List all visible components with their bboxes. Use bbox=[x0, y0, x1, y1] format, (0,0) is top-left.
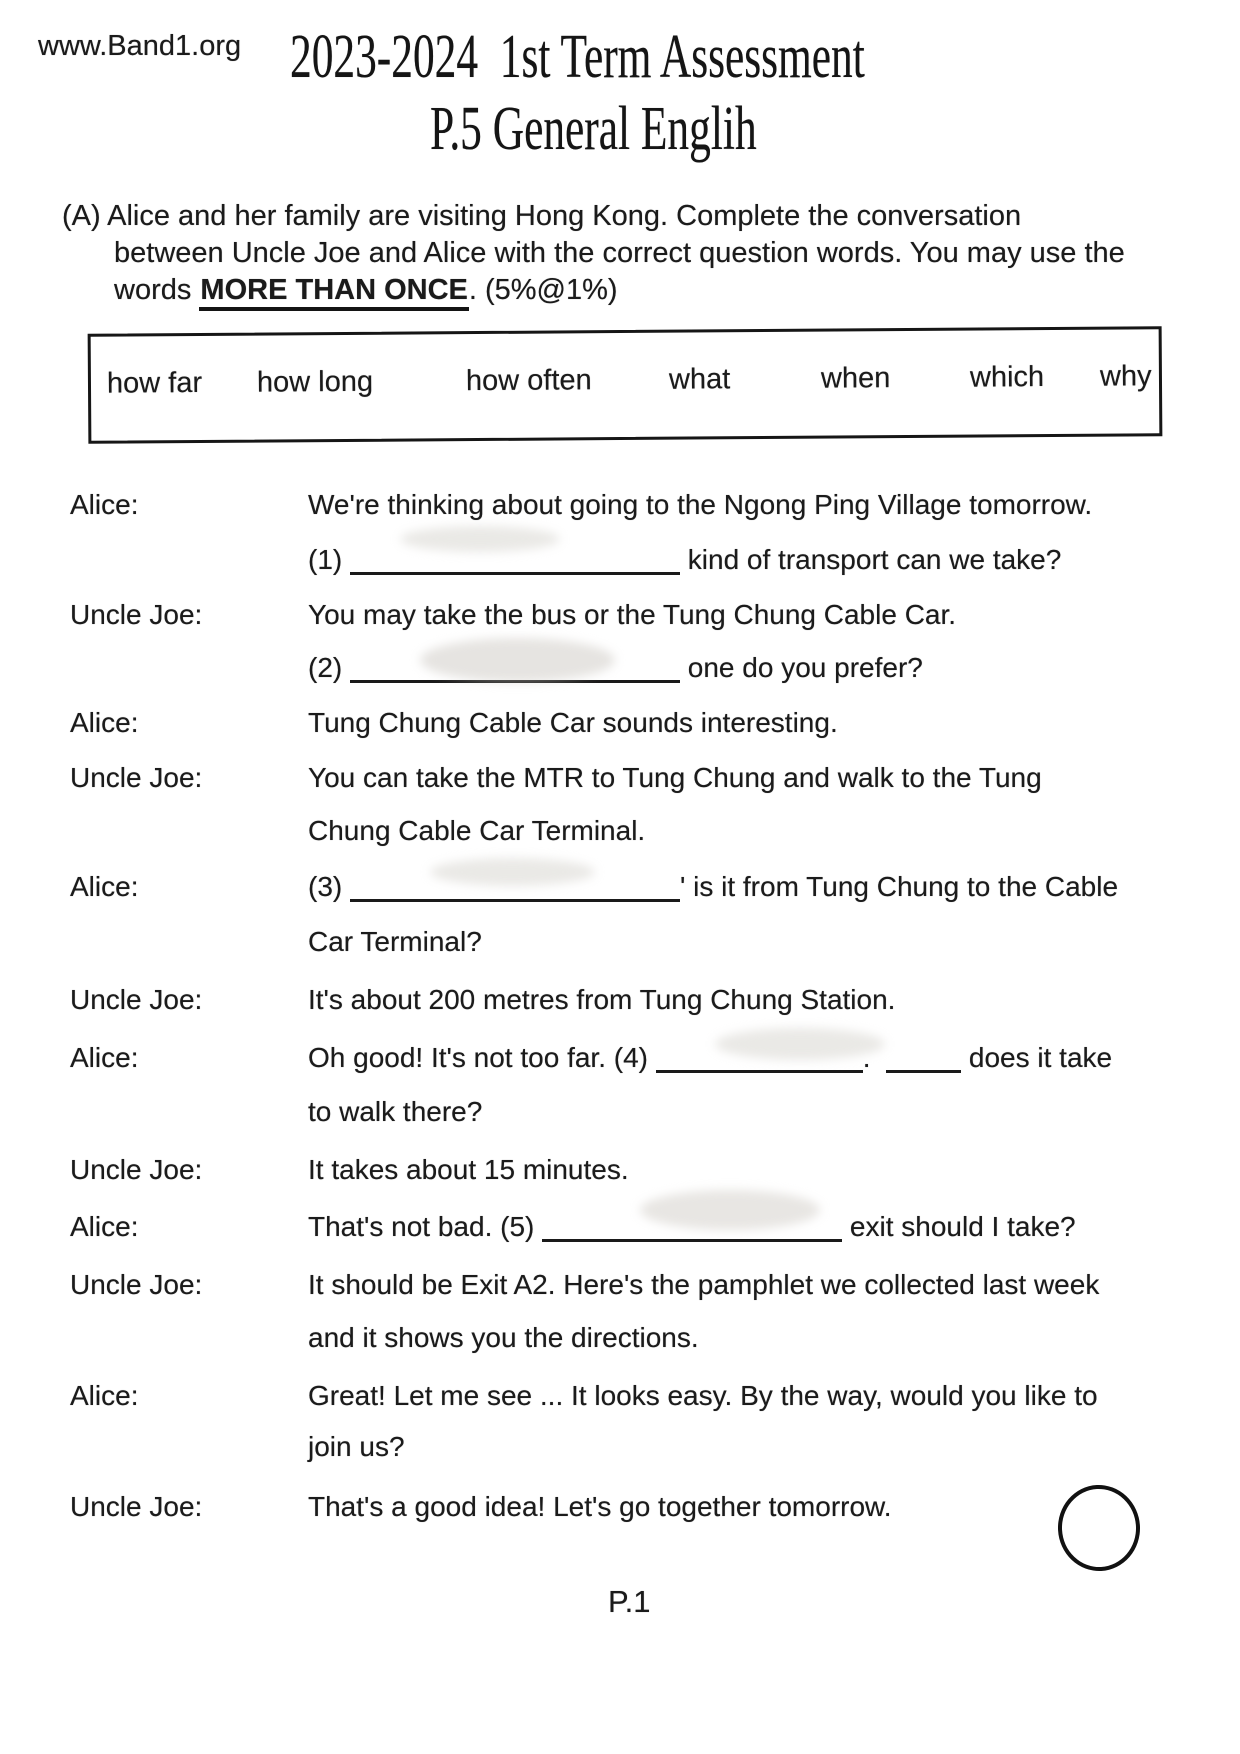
answer-blank bbox=[886, 1052, 961, 1073]
word-bank-item: how long bbox=[256, 365, 374, 399]
word-bank-item: which bbox=[969, 361, 1045, 394]
dialogue-line bbox=[308, 762, 1042, 794]
dialogue-line bbox=[308, 544, 1061, 576]
word-bank-item: what bbox=[668, 363, 731, 396]
eraser-smudge bbox=[715, 1028, 885, 1060]
eraser-smudge bbox=[400, 526, 560, 552]
dialogue-text: We're thinking about going to the Ngong Ping Village tomorrow. bbox=[308, 489, 1093, 520]
dialogue-text: and it shows you the directions. bbox=[308, 1322, 699, 1353]
site-watermark: www.Band1.org bbox=[38, 30, 242, 62]
dialogue-line bbox=[308, 652, 923, 684]
dialogue-text: to walk there? bbox=[308, 1096, 483, 1127]
dialogue-speaker-label: Uncle Joe: bbox=[70, 984, 203, 1015]
dialogue-text: You may take the bus or the Tung Chung Cable Car. bbox=[308, 599, 957, 630]
dialogue-text: exit should I take? bbox=[842, 1211, 1076, 1242]
dialogue-text: one do you prefer? bbox=[680, 652, 923, 683]
dialogue-line bbox=[308, 1269, 1099, 1301]
answer-blank bbox=[350, 554, 680, 575]
dialogue-text: That's not bad. (5) bbox=[308, 1211, 543, 1242]
page-subtitle: P.5 General Englih bbox=[430, 95, 757, 163]
dialogue-text: ' is it from Tung Chung to the Cable bbox=[680, 871, 1119, 902]
dialogue-text: It's about 200 metres from Tung Chung Station. bbox=[308, 984, 896, 1015]
dialogue-text: That's a good idea! Let's go together tomorrow. bbox=[308, 1491, 892, 1522]
dialogue-text: It takes about 15 minutes. bbox=[308, 1154, 629, 1185]
dialogue-speaker-label: Uncle Joe: bbox=[70, 1154, 203, 1185]
eraser-smudge bbox=[640, 1190, 820, 1230]
dialogue-speaker-label: Uncle Joe: bbox=[70, 599, 203, 630]
dialogue-text: (2) bbox=[308, 652, 350, 683]
dialogue-line bbox=[308, 1380, 1098, 1412]
dialogue-text: Chung Cable Car Terminal. bbox=[308, 815, 646, 846]
instructions-line-1: (A) Alice and her family are visiting Hong Kong. Complete the conversation bbox=[62, 200, 1022, 232]
dialogue-text: Great! Let me see ... It looks easy. By the way, would you like to bbox=[308, 1380, 1098, 1411]
dialogue-text: Car Terminal? bbox=[308, 926, 482, 957]
dialogue-line bbox=[308, 1154, 629, 1186]
word-bank-item: how far bbox=[106, 366, 203, 400]
dialogue-line bbox=[308, 599, 956, 631]
word-bank-item: when bbox=[820, 362, 891, 395]
dialogue-line bbox=[308, 984, 895, 1016]
dialogue-speaker-label: Alice: bbox=[70, 489, 139, 520]
word-bank-item: how often bbox=[465, 364, 592, 398]
dialogue-line bbox=[308, 707, 838, 739]
dialogue-speaker-label: Uncle Joe: bbox=[70, 762, 203, 793]
dialogue-line bbox=[308, 1322, 699, 1354]
dialogue-text: Oh good! It's not too far. (4) bbox=[308, 1042, 656, 1073]
dialogue-line bbox=[308, 1096, 482, 1128]
page-number: P.1 bbox=[608, 1584, 651, 1619]
dialogue-text: You can take the MTR to Tung Chung and walk to the Tung bbox=[308, 762, 1042, 793]
dialogue-text: does it take bbox=[961, 1042, 1113, 1073]
dialogue-line bbox=[308, 926, 482, 958]
dialogue-speaker-label: Uncle Joe: bbox=[70, 1491, 203, 1522]
instructions-emphasis: MORE THAN ONCE bbox=[199, 274, 468, 311]
page-title: 2023-2024 1st Term Assessment bbox=[290, 23, 865, 91]
dialogue-line bbox=[308, 1491, 892, 1523]
dialogue-speaker-label: Uncle Joe: bbox=[70, 1269, 203, 1300]
dialogue-speaker-label: Alice: bbox=[70, 871, 139, 902]
instructions-line-3 bbox=[114, 274, 618, 307]
dialogue-speaker-label: Alice: bbox=[70, 1380, 139, 1411]
dialogue-line bbox=[308, 489, 1092, 521]
dialogue-line bbox=[308, 871, 1118, 903]
word-bank-box bbox=[88, 326, 1163, 443]
dialogue-text: It should be Exit A2. Here's the pamphlet we collected last week bbox=[308, 1269, 1100, 1300]
grading-circle bbox=[1056, 1483, 1142, 1573]
dialogue-text: join us? bbox=[308, 1431, 405, 1462]
dialogue-line bbox=[308, 1042, 1112, 1074]
word-bank-item: why bbox=[1099, 360, 1152, 393]
eraser-smudge bbox=[420, 638, 615, 682]
instructions-line-3-suffix: . (5%@1%) bbox=[468, 274, 618, 306]
eraser-smudge bbox=[430, 858, 595, 886]
dialogue-text: kind of transport can we take? bbox=[680, 544, 1062, 575]
dialogue-text: Tung Chung Cable Car sounds interesting. bbox=[308, 707, 838, 738]
dialogue-speaker-label: Alice: bbox=[70, 707, 139, 738]
dialogue-speaker-label: Alice: bbox=[70, 1042, 139, 1073]
dialogue-text: . bbox=[862, 1042, 887, 1073]
dialogue-line bbox=[308, 1431, 405, 1463]
dialogue-text: (3) bbox=[308, 871, 350, 902]
dialogue-speaker-label: Alice: bbox=[70, 1211, 139, 1242]
dialogue-text: (1) bbox=[308, 544, 350, 575]
instructions-line-2: between Uncle Joe and Alice with the correct question words. You may use the bbox=[114, 237, 1125, 269]
instructions-line-3-prefix: words bbox=[114, 274, 200, 306]
dialogue-line bbox=[308, 815, 645, 847]
